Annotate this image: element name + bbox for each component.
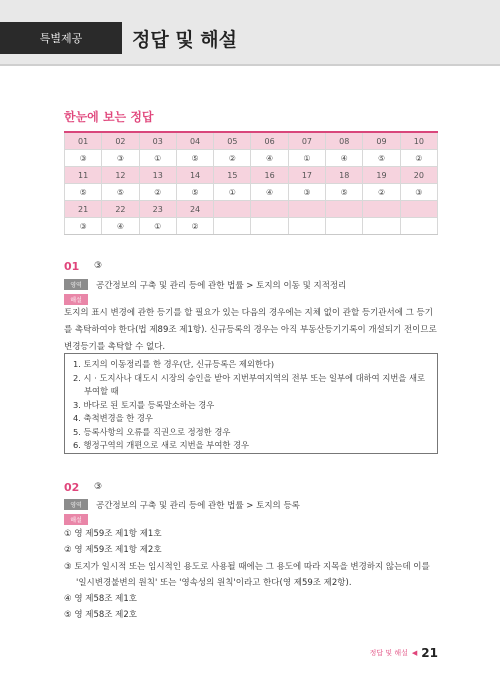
answer-cell bbox=[251, 218, 288, 235]
option-item: ④ 영 제58조 제1호 bbox=[64, 594, 138, 605]
explanation-box bbox=[64, 353, 438, 454]
question-answer: ③ bbox=[94, 482, 103, 492]
answer-cell: ① bbox=[288, 150, 325, 167]
question-number-cell: 04 bbox=[176, 132, 213, 150]
answer-cell: ④ bbox=[251, 184, 288, 201]
question-number-cell: 13 bbox=[139, 167, 176, 184]
option-item-continuation: '일시변경불변의 원칙' 또는 '영속성의 원칙'이라고 한다(영 제59조 제2항). bbox=[76, 577, 352, 588]
answer-cell: ⑤ bbox=[176, 150, 213, 167]
page-number: 21 bbox=[421, 646, 438, 660]
question-number-cell: 06 bbox=[251, 132, 288, 150]
answer-cell bbox=[214, 218, 251, 235]
option-item: ② 영 제59조 제1항 제2호 bbox=[64, 545, 162, 556]
answer-number-row bbox=[65, 132, 438, 150]
answer-cell: ⑤ bbox=[102, 184, 139, 201]
option-item: ① 영 제59조 제1항 제1호 bbox=[64, 529, 162, 539]
answer-cell: ③ bbox=[65, 218, 102, 235]
answer-cell: ② bbox=[139, 184, 176, 201]
answer-cell: ③ bbox=[400, 184, 437, 201]
answer-number-row bbox=[65, 167, 438, 184]
box-item: 3. 바다로 된 토지를 등록말소하는 경우 bbox=[73, 399, 215, 410]
question-number-cell: 19 bbox=[363, 167, 400, 184]
answer-row bbox=[65, 184, 438, 201]
answer-cell: ① bbox=[214, 184, 251, 201]
box-item: 2. 시 · 도지사나 대도시 시장의 승인을 받아 지번부여지역의 전부 또는 일부에 대하여 지번을 새로 bbox=[73, 372, 426, 383]
explanation-badge: 해설 bbox=[64, 514, 88, 525]
question-number-cell bbox=[214, 201, 251, 218]
answer-table bbox=[64, 131, 438, 235]
box-item: 1. 토지의 이동정리를 한 경우(단, 신규등록은 제외한다) bbox=[73, 359, 275, 369]
footer-section: 정답 및 해설 bbox=[369, 649, 408, 657]
footer-marker-icon: ◀ bbox=[411, 649, 418, 657]
answer-cell: ② bbox=[400, 150, 437, 167]
page-footer bbox=[370, 646, 438, 660]
header-divider bbox=[0, 64, 500, 66]
answer-number-row bbox=[65, 201, 438, 218]
explanation-badge: 해설 bbox=[64, 294, 88, 305]
question-number-cell: 15 bbox=[214, 167, 251, 184]
answer-section-title: 한눈에 보는 정답 bbox=[64, 110, 154, 124]
answer-cell: ④ bbox=[102, 218, 139, 235]
answer-cell bbox=[326, 218, 363, 235]
question-number-cell: 17 bbox=[288, 167, 325, 184]
option-item: ③ 토지가 일시적 또는 임시적인 용도로 사용될 때에는 그 용도에 따라 지목을 변경하지 않는데 이를 bbox=[64, 561, 430, 572]
answer-cell: ② bbox=[176, 218, 213, 235]
question-number-cell bbox=[288, 201, 325, 218]
question-number-cell bbox=[326, 201, 363, 218]
question-number-cell: 21 bbox=[65, 201, 102, 218]
question-number-cell: 24 bbox=[176, 201, 213, 218]
question-number-cell: 20 bbox=[400, 167, 437, 184]
answer-cell: ② bbox=[363, 184, 400, 201]
box-item: 4. 축척변경을 한 경우 bbox=[73, 413, 153, 423]
question-number-cell: 23 bbox=[139, 201, 176, 218]
answer-cell bbox=[400, 218, 437, 235]
answer-cell: ④ bbox=[251, 150, 288, 167]
answer-cell: ⑤ bbox=[363, 150, 400, 167]
question-number-cell: 12 bbox=[102, 167, 139, 184]
answer-cell: ① bbox=[139, 150, 176, 167]
answer-cell: ③ bbox=[288, 184, 325, 201]
question-number-cell bbox=[251, 201, 288, 218]
answer-cell: ⑤ bbox=[326, 184, 363, 201]
answer-cell: ④ bbox=[326, 150, 363, 167]
answer-cell: ⑤ bbox=[176, 184, 213, 201]
question-number-cell bbox=[363, 201, 400, 218]
answer-row bbox=[65, 150, 438, 167]
area-badge: 영역 bbox=[64, 279, 88, 290]
question-number-cell: 08 bbox=[326, 132, 363, 150]
question-answer: ③ bbox=[94, 261, 103, 271]
answer-cell: ③ bbox=[102, 150, 139, 167]
option-item: ⑤ 영 제58조 제2호 bbox=[64, 610, 138, 621]
question-number-cell bbox=[400, 201, 437, 218]
page-title: 정답 및 해설 bbox=[132, 28, 237, 51]
question-number: 01 bbox=[64, 260, 80, 273]
question-number-cell: 16 bbox=[251, 167, 288, 184]
header-tag: 특별제공 bbox=[0, 22, 122, 54]
answer-cell: ① bbox=[139, 218, 176, 235]
box-item: 6. 행정구역의 개편으로 새로 지번을 부여한 경우 bbox=[73, 440, 250, 450]
box-item: 5. 등록사항의 오류를 직권으로 정정한 경우 bbox=[73, 426, 231, 437]
answer-cell: ② bbox=[214, 150, 251, 167]
question-number-cell: 09 bbox=[363, 132, 400, 150]
option-list bbox=[64, 526, 444, 624]
answer-cell bbox=[363, 218, 400, 235]
answer-cell: ③ bbox=[65, 150, 102, 167]
question-number-cell: 05 bbox=[214, 132, 251, 150]
question-number-cell: 02 bbox=[102, 132, 139, 150]
question-number-cell: 11 bbox=[65, 167, 102, 184]
question-number-cell: 18 bbox=[326, 167, 363, 184]
question-number-cell: 10 bbox=[400, 132, 437, 150]
question-number-cell: 14 bbox=[176, 167, 213, 184]
question-number-cell: 22 bbox=[102, 201, 139, 218]
question-number: 02 bbox=[64, 481, 80, 494]
area-breadcrumb: 공간정보의 구축 및 관리 등에 관한 법률 > 토지의 이동 및 지적정리 bbox=[96, 281, 347, 291]
answer-cell bbox=[288, 218, 325, 235]
area-breadcrumb: 공간정보의 구축 및 관리 등에 관한 법률 > 토지의 등록 bbox=[96, 501, 300, 511]
answer-row bbox=[65, 218, 438, 235]
explanation-text: 토지의 표시 변경에 관한 등기를 할 필요가 있는 다음의 경우에는 지체 없이 관할 등기관서에 그 등기를 촉탁하여야 한다(법 제89조 제1항). 신규등록의 경우는 아직 부동산등기기록이 개설되기 전이므로 변경등기를 촉탁할 수 없다. bbox=[64, 308, 437, 352]
area-badge: 영역 bbox=[64, 499, 88, 510]
question-number-cell: 01 bbox=[65, 132, 102, 150]
box-item-continuation: 부여할 때 bbox=[84, 386, 119, 396]
answer-cell: ⑤ bbox=[65, 184, 102, 201]
question-number-cell: 03 bbox=[139, 132, 176, 150]
question-number-cell: 07 bbox=[288, 132, 325, 150]
